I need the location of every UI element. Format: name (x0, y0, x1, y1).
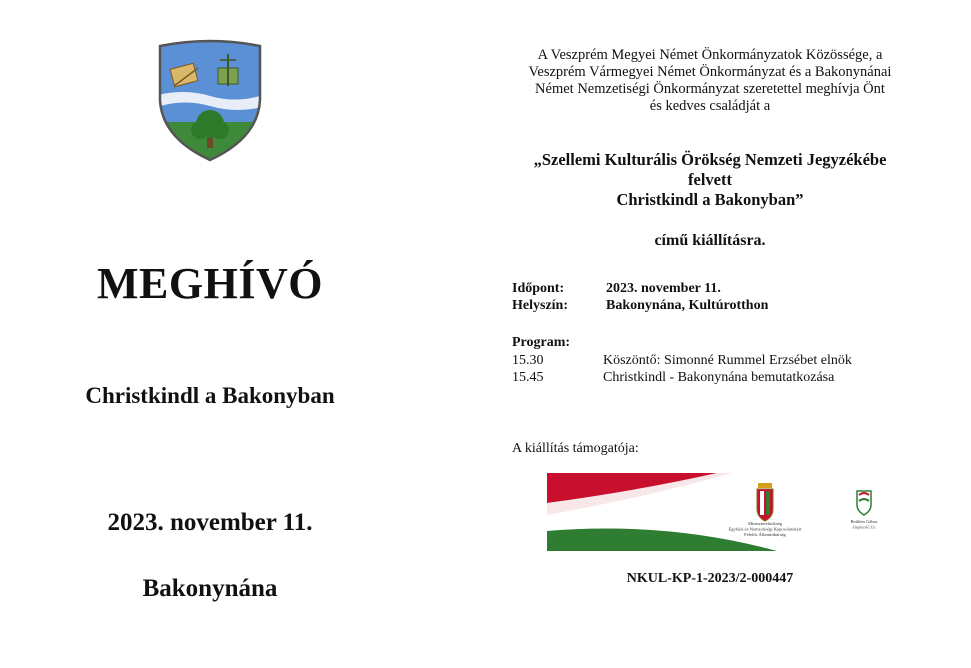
exhibition-title (470, 150, 950, 210)
program-text: Christkindl - Bakonynána bemutatkozása (603, 370, 835, 385)
ministry-line: Egyházi és Nemzetiségi Kapcsolatokért (728, 526, 802, 532)
fund-line: Bethlen Gábor (850, 519, 878, 524)
invitation-title: MEGHÍVÓ (97, 259, 323, 308)
exhibition-title-line: Christkindl a Bakonyban” (616, 190, 804, 209)
exhibition-title-line: felvett (688, 170, 732, 189)
grant-id: NKUL-KP-1-2023/2-000447 (626, 571, 794, 586)
ministry-line: Felelős Államtitkárság (744, 532, 786, 537)
invitation-intro (470, 47, 950, 115)
sponsor-label: A kiállítás támogatója: (512, 441, 639, 456)
detail-row (512, 280, 768, 297)
intro-line: Veszprém Vármegyei Német Önkormányzat és a Bakonynánai (528, 64, 892, 80)
program-text: Köszöntő: Simonné Rummel Erzsébet elnök (603, 353, 852, 368)
sponsor-banner (547, 473, 897, 551)
exhibition-suffix: című kiállításra. (654, 232, 766, 249)
fund-line: Alapkezelő Zrt. (852, 525, 876, 530)
program-item (512, 352, 852, 369)
event-name: Christkindl a Bakonyban (85, 383, 335, 408)
intro-line: Német Nemzetiségi Önkormányzat szeretettel meghívja Önt (535, 81, 885, 97)
intro-line: és kedves családját a (649, 98, 771, 114)
coat-of-arms-icon (154, 38, 266, 162)
detail-label: Időpont: (512, 281, 565, 296)
program-item (512, 369, 852, 386)
left-panel (0, 0, 440, 668)
intro-line: A Veszprém Megyei Német Önkormányzatok Közössége, a (537, 47, 883, 63)
event-date: 2023. november 11. (107, 509, 313, 536)
right-panel (470, 0, 950, 668)
exhibition-title-line: „Szellemi Kulturális Örökség Nemzeti Jegyzékébe (533, 150, 887, 169)
event-details (512, 280, 768, 314)
program-time: 15.45 (512, 370, 544, 385)
detail-label: Helyszín: (512, 298, 568, 313)
detail-value: Bakonynána, Kultúrotthon (606, 298, 769, 313)
bethlen-gabor-logo-icon (857, 491, 871, 515)
hungarian-coat-of-arms-icon (757, 483, 773, 521)
event-place: Bakonynána (142, 575, 278, 602)
ministry-line: Miniszterelnökség (748, 521, 782, 526)
program-time: 15.30 (512, 353, 544, 368)
program-list (512, 352, 852, 386)
detail-row (512, 297, 768, 314)
detail-value: 2023. november 11. (606, 281, 721, 296)
program-heading: Program: (512, 335, 571, 350)
